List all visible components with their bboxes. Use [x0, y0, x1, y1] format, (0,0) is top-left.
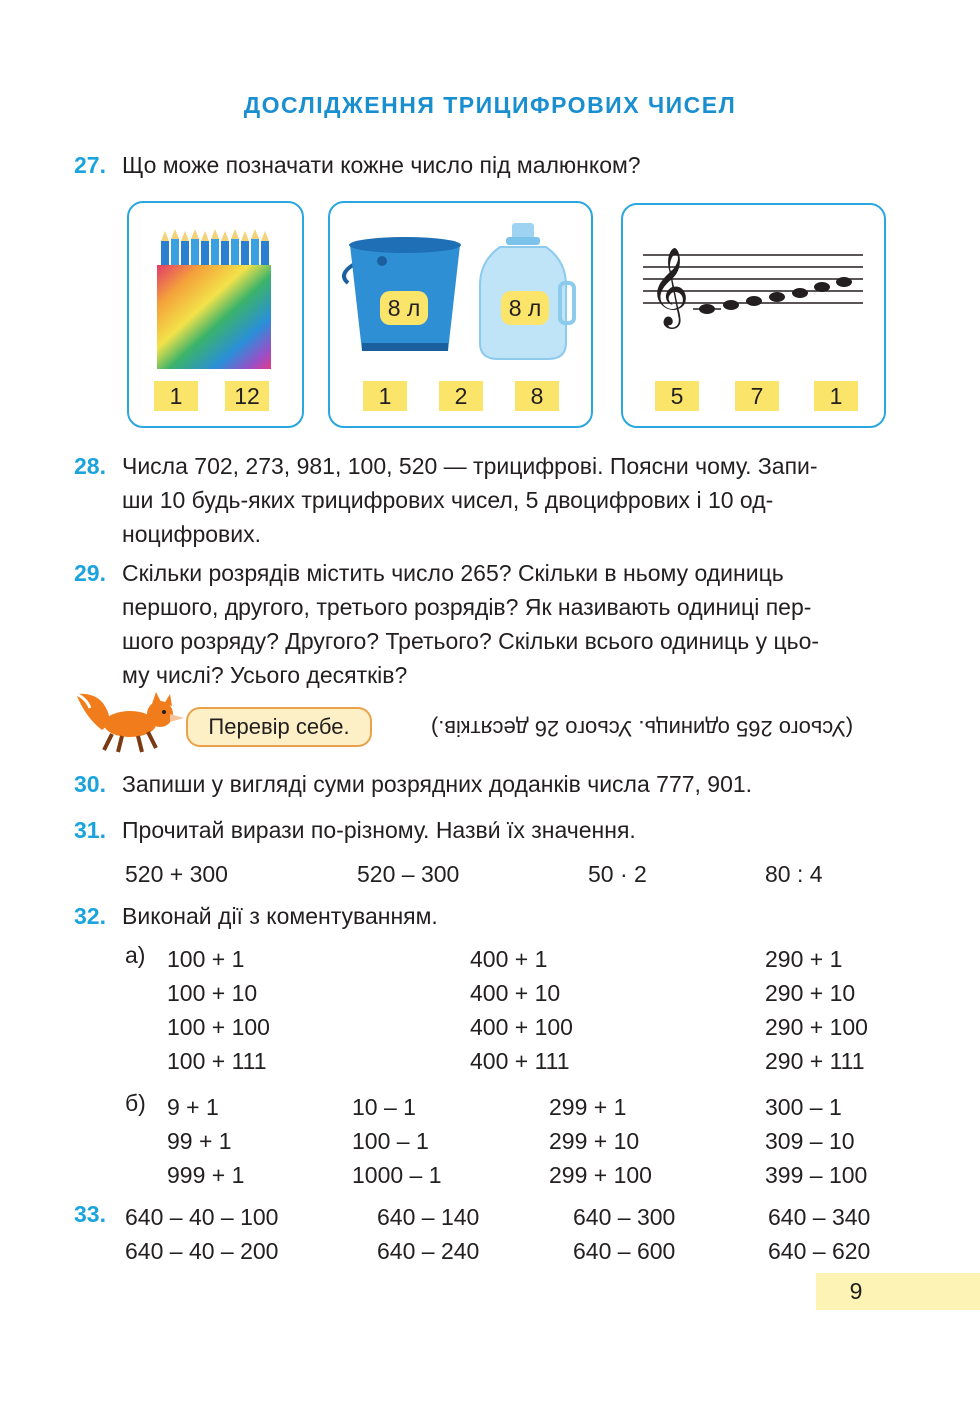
card1-label-1: 1: [154, 381, 198, 411]
exercise-32-number: 32.: [74, 903, 106, 929]
exercise-28-line-2: ши 10 будь-яких трицифрових чисел, 5 двоцифрових і 10 од-: [122, 487, 774, 513]
exercise-29-line-3: шого розряду? Другого? Третього? Скільки всього одиниць у цьо-: [122, 628, 820, 654]
expr: 10 – 1: [352, 1094, 416, 1120]
expr: 299 + 1: [549, 1094, 627, 1120]
card1-label-2: 12: [225, 381, 269, 411]
part-a-label: а): [125, 942, 146, 968]
expr: 400 + 10: [470, 980, 561, 1006]
card3-label-1: 5: [655, 381, 699, 411]
section-title: ДОСЛІДЖЕННЯ ТРИЦИФРОВИХ ЧИСЕЛ: [243, 92, 737, 118]
exercise-28-line-3: ноцифрових.: [122, 521, 261, 547]
part-a-col-1: [167, 942, 270, 1078]
expr: 309 – 10: [765, 1128, 855, 1154]
part-b-col-2: [352, 1090, 442, 1192]
expr: 640 – 340: [768, 1204, 871, 1230]
exercise-31-expr-1: 520 + 300: [125, 861, 228, 887]
expr: 290 + 1: [765, 946, 843, 972]
exercise-29-text: [122, 556, 890, 692]
card3-label-3: 1: [814, 381, 858, 411]
card2-label-3: 8: [515, 381, 559, 411]
card2-label-1: 1: [363, 381, 407, 411]
card-pencils: [127, 201, 304, 428]
exercise-29-line-4: му числі? Усього десятків?: [122, 662, 408, 688]
exercise-28-line-1: Числа 702, 273, 981, 100, 520 — трицифрові. Поясни чому. Запи-: [122, 453, 818, 479]
fox-icon: [72, 688, 186, 754]
card2-label-2: 2: [439, 381, 483, 411]
exercise-33-col-2: [377, 1200, 479, 1268]
expr: 290 + 10: [765, 980, 856, 1006]
exercise-33-col-4: [768, 1200, 870, 1268]
exercise-28-number: 28.: [74, 453, 106, 479]
exercise-27-text: Що може позначати кожне число під малюнком?: [122, 152, 641, 178]
expr: 9 + 1: [167, 1094, 219, 1120]
exercise-33-number: 33.: [74, 1201, 106, 1227]
expr: 999 + 1: [167, 1162, 245, 1188]
exercise-32-text: Виконай дії з коментуванням.: [122, 903, 438, 929]
self-check-label: Перевір себе.: [186, 707, 372, 747]
page-number: 9: [849, 1278, 863, 1304]
expr: 400 + 1: [470, 946, 548, 972]
part-b-col-1: [167, 1090, 244, 1192]
bottle-volume-label: 8 л: [501, 291, 549, 325]
exercise-31-expr-2: 520 – 300: [357, 861, 460, 887]
expr: 290 + 100: [765, 1014, 868, 1040]
exercise-29-number: 29.: [74, 560, 106, 586]
exercise-31-number: 31.: [74, 817, 106, 843]
expr: 100 + 1: [167, 946, 245, 972]
exercise-31-expr-3: 50 · 2: [588, 861, 647, 887]
bucket-volume-label: 8 л: [380, 291, 428, 325]
treble-clef-icon: 𝄞: [649, 247, 690, 326]
expr: 640 – 40 – 100: [125, 1204, 279, 1230]
part-a-col-3: [765, 942, 868, 1078]
exercise-29-line-1: Скільки розрядів містить число 265? Скільки в ньому одиниць: [122, 560, 784, 586]
expr: 99 + 1: [167, 1128, 232, 1154]
expr: 100 + 111: [167, 1048, 267, 1074]
exercise-33-col-3: [573, 1200, 675, 1268]
expr: 640 – 600: [573, 1238, 676, 1264]
expr: 100 + 10: [167, 980, 258, 1006]
part-b-col-4: [765, 1090, 867, 1192]
expr: 100 + 100: [167, 1014, 270, 1040]
expr: 400 + 100: [470, 1014, 573, 1040]
expr: 640 – 140: [377, 1204, 480, 1230]
expr: 300 – 1: [765, 1094, 842, 1120]
expr: 640 – 620: [768, 1238, 871, 1264]
expr: 640 – 40 – 200: [125, 1238, 279, 1264]
part-b-label: б): [125, 1090, 146, 1116]
card-music: [621, 203, 886, 428]
expr: 299 + 10: [549, 1128, 640, 1154]
expr: 640 – 300: [573, 1204, 676, 1230]
expr: 400 + 111: [470, 1048, 570, 1074]
exercise-31-expr-4: 80 : 4: [765, 861, 823, 887]
expr: 290 + 111: [765, 1048, 865, 1074]
exercise-30-text: Запиши у вигляді суми розрядних доданків числа 777, 901.: [122, 771, 753, 797]
exercise-29-line-2: першого, другого, третього розрядів? Як називають одиниці пер-: [122, 594, 812, 620]
exercise-28-text: [122, 449, 890, 551]
exercise-30-number: 30.: [74, 771, 106, 797]
exercise-27-number: 27.: [74, 152, 106, 178]
expr: 640 – 240: [377, 1238, 480, 1264]
exercise-33-col-1: [125, 1200, 278, 1268]
expr: 100 – 1: [352, 1128, 429, 1154]
card3-label-2: 7: [735, 381, 779, 411]
card-containers: [328, 201, 593, 428]
part-b-col-3: [549, 1090, 652, 1192]
expr: 299 + 100: [549, 1162, 652, 1188]
expr: 1000 – 1: [352, 1162, 442, 1188]
exercise-31-text: Прочитай вирази по-різному. Назви́ їх значення.: [122, 817, 636, 843]
part-a-col-2: [470, 942, 573, 1078]
expr: 399 – 100: [765, 1162, 868, 1188]
self-check-answer-upside-down: (Усього 265 одиниць. Усього 26 десятків.): [430, 716, 854, 741]
